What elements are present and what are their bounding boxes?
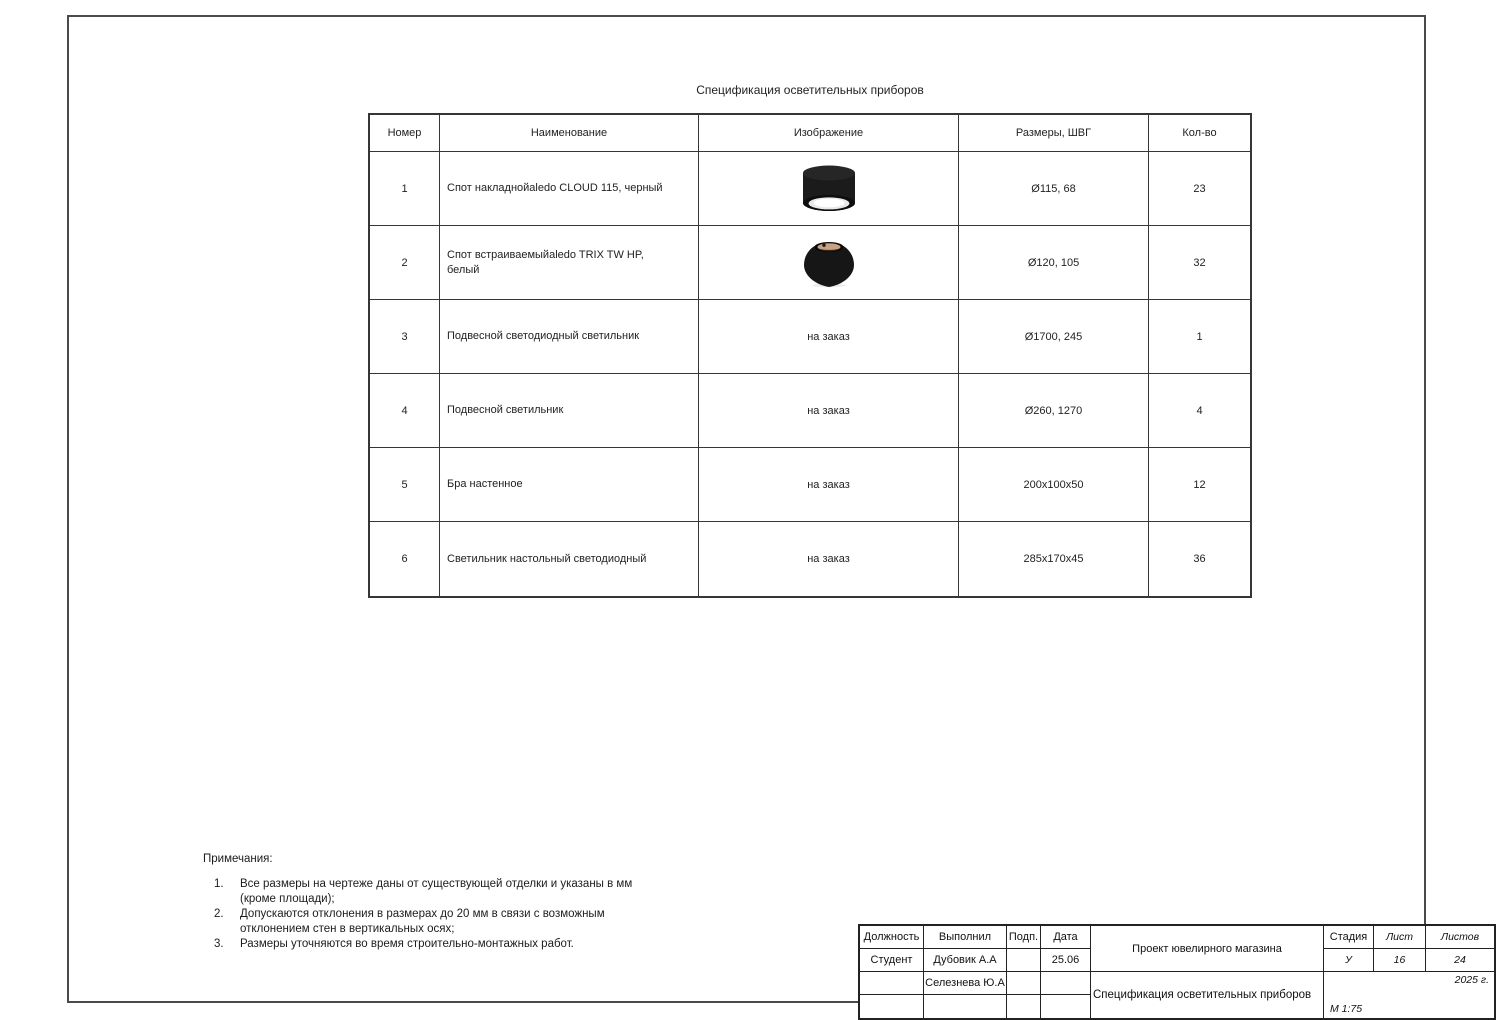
note-line: отклонением стен в вертикальных осях;: [240, 923, 455, 935]
stamp-empty-cell: [1007, 995, 1041, 1018]
fixture-name-line: Бра настенное: [447, 478, 523, 490]
fixture-image-cell: [699, 152, 959, 226]
page-title: Спецификация осветительных приборов: [696, 83, 924, 97]
stamp-role-cell: [860, 972, 924, 995]
stamp-empty-cell: [860, 995, 924, 1018]
stamp-performer-name: Дубовик А.А: [924, 949, 1007, 972]
fixture-name-line: Светильник настольный светодиодный: [447, 552, 647, 565]
fixture-qty: 12: [1149, 448, 1250, 522]
col-header-image: Изображение: [699, 115, 959, 152]
stamp-document-title: Спецификация осветительных приборов: [1091, 972, 1324, 1018]
stamp-empty-cell: [924, 995, 1007, 1018]
fixture-name-line: Спот встраиваемыйaledo TRIX TW HP,: [447, 248, 644, 261]
fixture-name-line2: белый: [447, 263, 480, 276]
stamp-signature-cell: [1007, 972, 1041, 995]
fixture-qty: 23: [1149, 152, 1250, 226]
note-item: [214, 877, 632, 907]
stamp-header-stage: Стадия: [1324, 926, 1374, 949]
fixture-size: Ø120, 105: [959, 226, 1149, 300]
fixture-qty: 32: [1149, 226, 1250, 300]
fixture-name: [440, 448, 699, 522]
stamp-empty-cell: [1041, 995, 1091, 1018]
custom-order-label: на заказ: [699, 374, 959, 448]
trix-spot-photo: [799, 238, 859, 288]
stamp-date-value: 25.06: [1041, 949, 1091, 972]
fixture-name-line: Подвесной светодиодный светильник: [447, 330, 640, 342]
specification-table: [368, 113, 1252, 598]
stamp-scale: М 1:75: [1330, 1003, 1363, 1015]
fixture-size: 200x100x50: [959, 448, 1149, 522]
stamp-role-value: Студент: [860, 949, 924, 972]
fixture-qty: 1: [1149, 300, 1250, 374]
notes-title: Примечания:: [203, 853, 273, 865]
notes-list: [214, 877, 632, 952]
stamp-performer-name: Селезнева Ю.А: [924, 972, 1007, 995]
stamp-header-sheets: Листов: [1426, 926, 1494, 949]
fixture-qty: 4: [1149, 374, 1250, 448]
stamp-sheet-value: 16: [1374, 949, 1426, 972]
custom-order-label: на заказ: [699, 300, 959, 374]
stamp-header-sheet: Лист: [1374, 926, 1426, 949]
note-number: 3.: [214, 938, 224, 950]
stamp-project-name: Проект ювелирного магазина: [1091, 926, 1324, 972]
fixture-name-line: Подвесной светильник: [447, 404, 564, 416]
col-header-number: Номер: [370, 115, 440, 152]
fixture-qty: 36: [1193, 553, 1206, 565]
note-number: 1.: [214, 878, 224, 890]
row-number: 3: [370, 300, 440, 374]
row-number: 6: [370, 522, 440, 596]
note-line: Допускаются отклонения в размерах до 20 мм в связи с возможным: [240, 908, 605, 920]
stamp-header-performed: Выполнил: [924, 926, 1007, 949]
drawing-sheet-frame: [67, 15, 1489, 1015]
note-item: [214, 907, 632, 937]
stamp-stage-value: У: [1324, 949, 1374, 972]
stamp-header-signature: Подп.: [1007, 926, 1041, 949]
stamp-header-role: Должность: [860, 926, 924, 949]
fixture-size: Ø1700, 245: [959, 300, 1149, 374]
row-number: 1: [370, 152, 440, 226]
row-number: 4: [370, 374, 440, 448]
row-number: 2: [370, 226, 440, 300]
fixture-name: [440, 374, 699, 448]
fixture-name: [440, 152, 699, 226]
stamp-date-cell: [1041, 972, 1091, 995]
fixture-size: Ø260, 1270: [959, 374, 1149, 448]
note-text: [240, 877, 632, 907]
col-header-qty: Кол-во: [1149, 115, 1250, 152]
note-text: [240, 907, 605, 937]
custom-order-label: на заказ: [699, 448, 959, 522]
stamp-sheets-value: 24: [1426, 949, 1494, 972]
fixture-name: [440, 300, 699, 374]
fixture-name: [440, 522, 699, 596]
stamp-signature-cell: [1007, 949, 1041, 972]
fixture-size: Ø115, 68: [959, 152, 1149, 226]
note-line: Все размеры на чертеже даны от существующей отделки и указаны в мм: [240, 878, 633, 890]
stamp-year: 2025 г.: [1454, 974, 1489, 986]
stamp-year-scale-cell: [1324, 972, 1494, 1018]
fixture-size: 285x170x45: [959, 522, 1149, 596]
stamp-header-date: Дата: [1041, 926, 1091, 949]
note-item: [214, 937, 632, 952]
note-line: Размеры уточняются во время строительно-монтажных работ.: [240, 938, 574, 950]
fixture-image-cell: [699, 226, 959, 300]
fixture-name: [440, 226, 699, 300]
col-header-name: Наименование: [440, 115, 699, 152]
title-block-stamp: [858, 924, 1496, 1020]
custom-order-label: на заказ: [699, 522, 959, 596]
col-header-size: Размеры, ШВГ: [959, 115, 1149, 152]
fixture-name-line: Спот накладнойaledo CLOUD 115, черный: [447, 182, 663, 194]
note-text: [240, 937, 574, 952]
note-line: (кроме площади);: [240, 893, 335, 905]
note-number: 2.: [214, 908, 224, 920]
cloud-spot-photo: [801, 164, 857, 213]
row-number: 5: [370, 448, 440, 522]
